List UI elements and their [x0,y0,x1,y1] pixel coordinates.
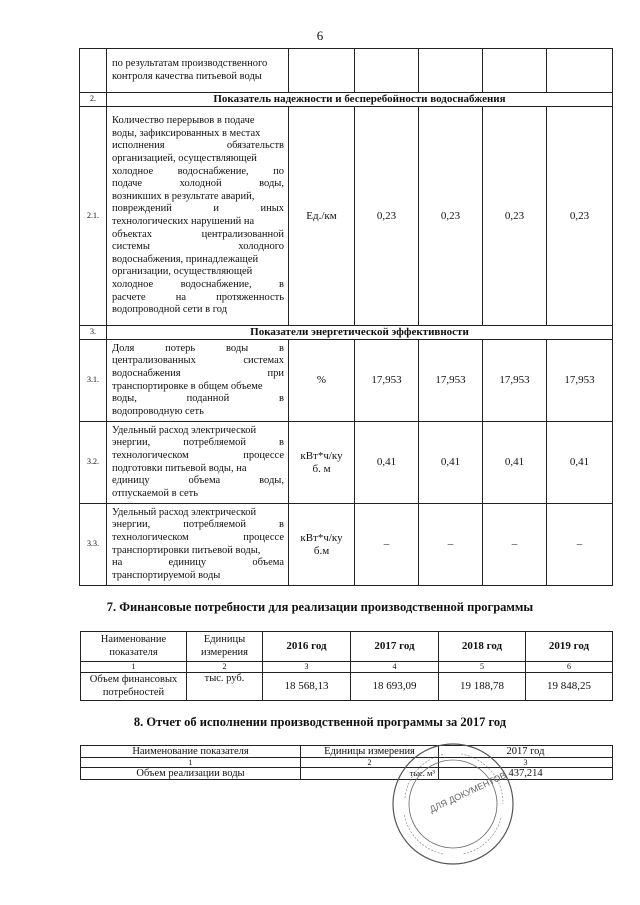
row-number: 3.1. [80,340,107,422]
table-row [80,340,613,422]
index-cell: 1 [81,758,301,768]
header-units: Единицы измерения [301,746,439,758]
value-cell: 0,41 [547,422,613,504]
row-number [80,49,107,93]
value-cell: 17,953 [419,340,483,422]
unit-line: кВт*ч/ку [300,449,343,462]
index-cell: 4 [351,662,439,673]
index-row [81,662,613,673]
index-cell: 2 [187,662,263,673]
description-line: воды, зафиксированных в местах [112,127,261,139]
stamp-text: ДЛЯ ДОКУМЕНТОВ [427,770,508,815]
section-title: Показатели энергетической эффективности [107,326,613,340]
value-cell: – [355,504,419,586]
description-line: отпускаемой в сеть [112,487,199,499]
value-cell: 18 693,09 [351,673,439,701]
description-line: водопроводную сеть [112,405,204,417]
value-cell: 19 848,25 [526,673,613,701]
index-row [81,758,613,768]
row-description [107,422,289,504]
description-line: водоснабжения при [112,367,284,379]
table-row [81,673,613,701]
description-line: расчете на протяженность [112,291,284,303]
row-name: Объем реализации воды [81,768,301,780]
unit-line: б.м [313,544,330,557]
table-row [80,422,613,504]
row-description [107,504,289,586]
description-line: Доля потерь воды в [112,342,284,354]
description-line: энергии, потребляемой в [112,437,284,449]
section7-heading: 7. Финансовые потребности для реализации производственной программы [106,600,534,614]
unit-line: кВт*ч/ку [300,531,343,544]
row-name: Объем финансовых потребностей [81,673,187,701]
value-cell: 17,953 [355,340,419,422]
page-number: 6 [316,28,324,43]
description-line: единицу объема воды, [112,475,284,487]
description-line: организации, осуществляющей [112,266,253,278]
unit-cell [289,422,355,504]
description-line: Удельный расход электрической [112,424,257,436]
header-units: Единицы измерения [187,632,263,662]
table-header-row [81,746,613,758]
description-line: подаче холодной воды, [112,178,284,190]
section-number: 2. [80,93,107,107]
value-cell: – [547,504,613,586]
index-cell: 2 [301,758,439,768]
description-line: объектах централизованной [112,228,284,240]
section8-heading: 8. Отчет об исполнении производственной программы за 2017 год [133,715,507,729]
row-description [107,107,289,326]
row-description [107,340,289,422]
description-line: транспортировки питьевой воды, [112,544,261,556]
value-cell: 17,953 [483,340,547,422]
description-line: возникших в результате аварий, [112,190,255,202]
header-year: 2019 год [526,632,613,662]
row-description: по результатам производственного контроля качества питьевой воды [107,49,289,93]
row-number: 2.1. [80,107,107,326]
index-cell: 6 [526,662,613,673]
index-cell: 5 [439,662,526,673]
value-cell: 18 568,13 [263,673,351,701]
description-line: исполнения обязательств [112,140,284,152]
value-cell: 0,23 [547,107,613,326]
table-row [80,107,613,326]
description-line: транспортировке в общем объеме [112,380,263,392]
description-line: централизованных системах [112,355,284,367]
value-cell: – [483,504,547,586]
description-line: подготовки питьевой воды, на [112,462,247,474]
index-cell: 3 [263,662,351,673]
value-cell: 0,23 [419,107,483,326]
row-number: 3.2. [80,422,107,504]
value-cell: 0,23 [483,107,547,326]
unit-cell: Ед./км [289,107,355,326]
row-unit: тыс. руб. [187,673,263,701]
header-name: Наименование показателя [81,632,187,662]
description-line: воды, поданной в [112,393,284,405]
unit-cell: % [289,340,355,422]
value-cell: 437,214 [439,768,613,780]
row-number: 3.3. [80,504,107,586]
description-line: холодное водоснабжение, по [112,165,284,177]
value-cell: 0,41 [355,422,419,504]
description-line: холодное водоснабжение, в [112,278,284,290]
description-line: энергии, потребляемой в [112,519,284,531]
description-line: организацией, осуществляющей [112,153,257,165]
value-cell: 0,41 [483,422,547,504]
description-line: на единицу объема [112,557,284,569]
section-number: 3. [80,326,107,340]
description-line: Удельный расход электрической [112,506,257,518]
description-line: системы холодного [112,241,284,253]
row-unit: тыс. м³ [301,768,439,780]
value-cell: 17,953 [547,340,613,422]
description-line: технологическом процессе [112,531,284,543]
indicators-table [79,48,613,586]
description-line: транспортируемой воды [112,569,221,581]
description-line: повреждений и иных [112,203,284,215]
table-row [80,49,613,93]
header-year: 2018 год [439,632,526,662]
value-cell: – [419,504,483,586]
header-year: 2017 год [439,746,613,758]
table-row [81,768,613,780]
description-line: водопроводной сети в год [112,304,228,316]
table-header-row [81,632,613,662]
description-line: водоснабжения, принадлежащей [112,253,259,265]
official-stamp [385,738,515,873]
financial-needs-table [80,631,613,701]
description-line: технологических нарушений на [112,216,255,227]
value-cell: 0,23 [355,107,419,326]
index-cell: 1 [81,662,187,673]
value-cell: 19 188,78 [439,673,526,701]
unit-cell [289,504,355,586]
table-row [80,504,613,586]
index-cell: 3 [439,758,613,768]
header-name: Наименование показателя [81,746,301,758]
program-report-table [80,745,613,780]
description-line: Количество перерывов в подаче [112,115,255,127]
description-line: технологическом процессе [112,449,284,461]
header-year: 2016 год [263,632,351,662]
section-header-row [80,93,613,107]
value-cell: 0,41 [419,422,483,504]
header-year: 2017 год [351,632,439,662]
section-title: Показатель надежности и бесперебойности водоснабжения [107,93,613,107]
unit-line: б. м [312,462,331,475]
section-header-row [80,326,613,340]
